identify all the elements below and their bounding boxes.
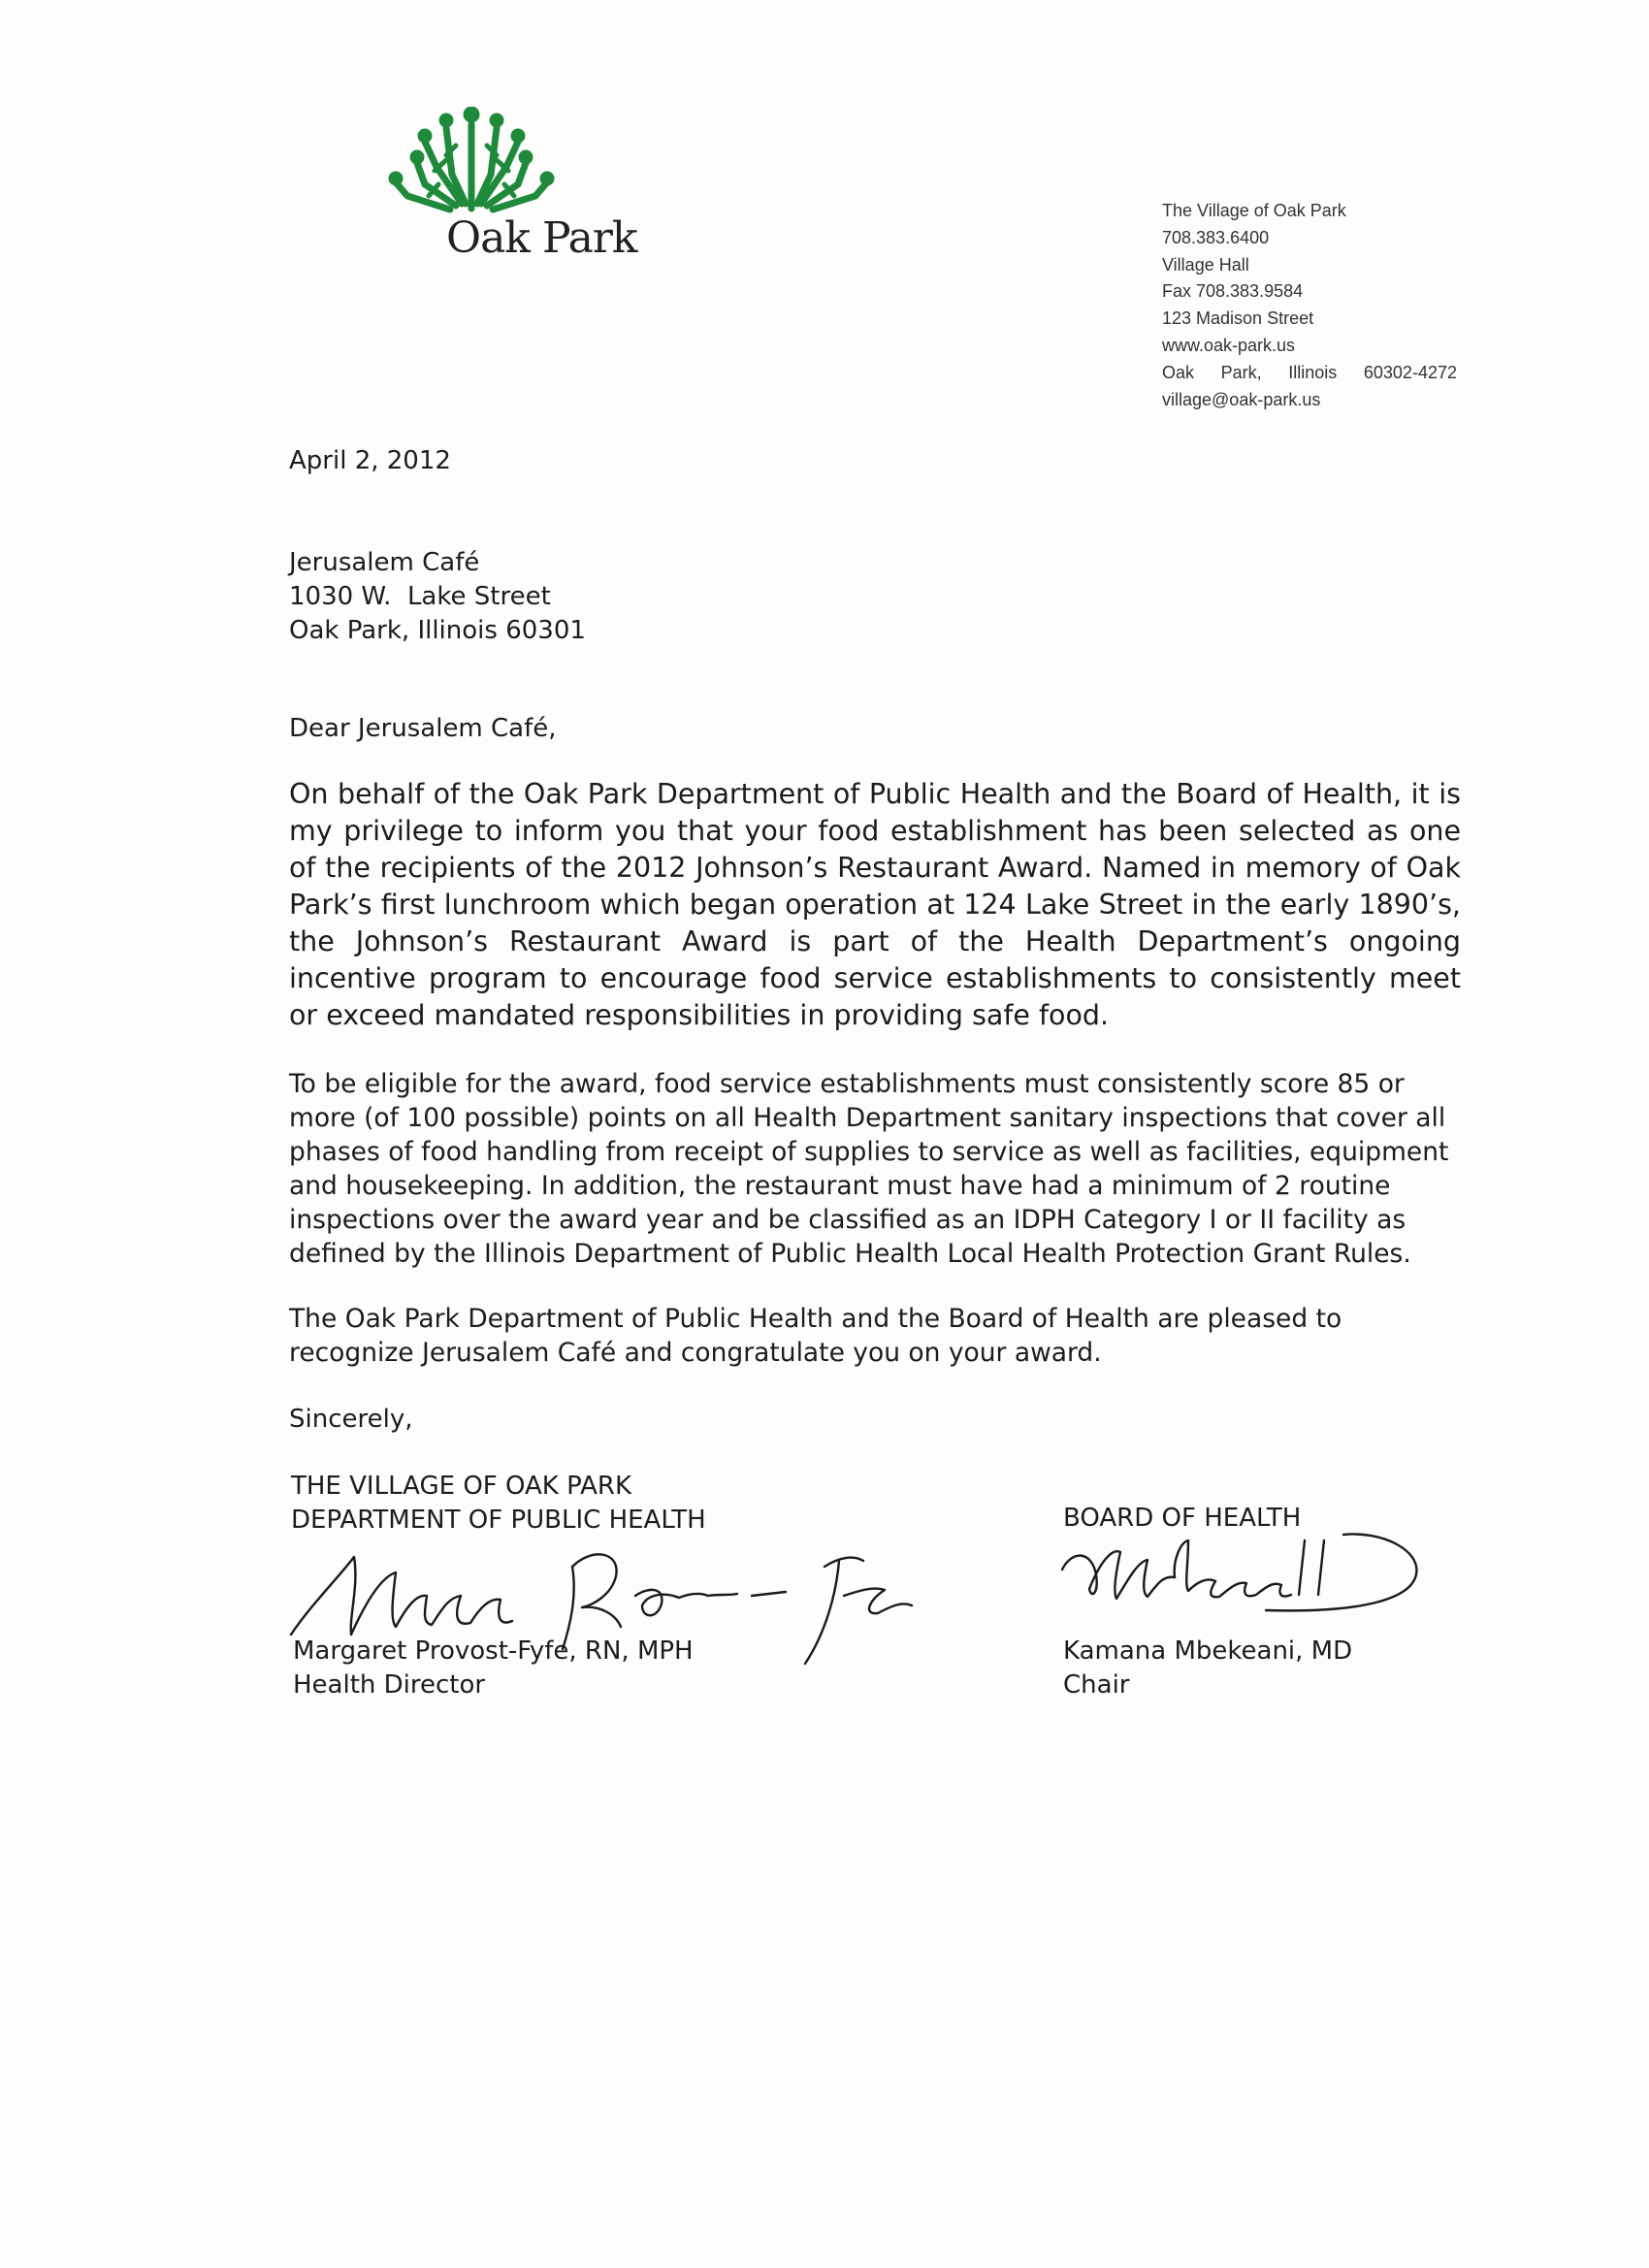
contact-line: Fax 708.383.9584 — [1162, 281, 1304, 302]
closing: Sincerely, — [289, 1405, 413, 1434]
oak-park-logo — [369, 107, 640, 272]
contact-line: Village Hall — [1162, 254, 1249, 275]
contact-area: Park, — [1220, 362, 1262, 382]
recipient-street: 1030 W. Lake Street — [289, 582, 551, 611]
contact-state: Illinois — [1288, 362, 1338, 382]
salutation: Dear Jerusalem Café, — [289, 714, 557, 743]
tree-logo-icon — [378, 107, 572, 218]
contact-line: 123 Madison Street — [1162, 308, 1314, 329]
left-signatory — [293, 1635, 694, 1702]
contact-city: Oak — [1162, 362, 1195, 382]
body-paragraph-3: The Oak Park Department of Public Health and the Board of Health are pleased to recognize Jerusalem Café and congratulate you on your award. — [289, 1304, 1342, 1368]
recipient-city: Oak Park, Illinois 60301 — [289, 616, 586, 645]
logo-text: Oak Park — [446, 213, 637, 263]
letter-date: April 2, 2012 — [289, 446, 451, 475]
contact-address — [1162, 360, 1457, 387]
signatory-name: Kamana Mbekeani, MD — [1063, 1636, 1353, 1666]
org-line-1: THE VILLAGE OF OAK PARK — [291, 1472, 632, 1501]
contact-email: village@oak-park.us — [1162, 389, 1321, 409]
contact-zip: 60302-4272 — [1363, 362, 1457, 382]
contact-block — [1162, 198, 1472, 413]
board-chair-signature — [1052, 1521, 1460, 1628]
contact-line: 708.383.6400 — [1162, 227, 1270, 247]
right-signatory — [1063, 1635, 1352, 1702]
left-signatory-org — [291, 1470, 706, 1538]
contact-line: The Village of Oak Park — [1162, 201, 1346, 220]
signatory-title: Health Director — [293, 1670, 486, 1700]
body-paragraph-2: To be eligible for the award, food service establishments must consistently score 85 or more (of 100 possible) points on all Health Department sanitary inspections that cover all phases of food handling from receipt of supplies to service as well as facilities, equipment and housekeeping. In addition, the restaurant must have had a minimum of 2 routine inspections over the award year and be classified as an IDPH Category I or II facility as defined by the Illinois Department of Public Health Local Health Protection Grant Rules. — [289, 1069, 1449, 1269]
recipient-name: Jerusalem Café — [289, 548, 480, 577]
signatory-name: Margaret Provost-Fyfe, RN, MPH — [293, 1636, 694, 1666]
recipient-address — [289, 546, 586, 648]
signatory-title: Chair — [1063, 1670, 1130, 1700]
body-paragraph-1: On behalf of the Oak Park Department of Public Health and the Board of Health, it is my privilege to inform you that your food establishment has been selected as one of the recipients of the 2012 Johnson’s Restaurant Award. Named in memory of Oak Park’s first lunchroom which began operation at 124 Lake Street in the early 1890’s, the Johnson’s Restaurant Award is part of the Health Department’s ongoing incentive program to encourage food service establishments to consistently meet or exceed mandated responsibilities in providing safe food. — [289, 778, 1461, 1031]
right-signatory-org: BOARD OF HEALTH — [1063, 1504, 1302, 1533]
org-line-2: DEPARTMENT OF PUBLIC HEALTH — [291, 1506, 706, 1535]
contact-line: www.oak-park.us — [1162, 335, 1296, 355]
